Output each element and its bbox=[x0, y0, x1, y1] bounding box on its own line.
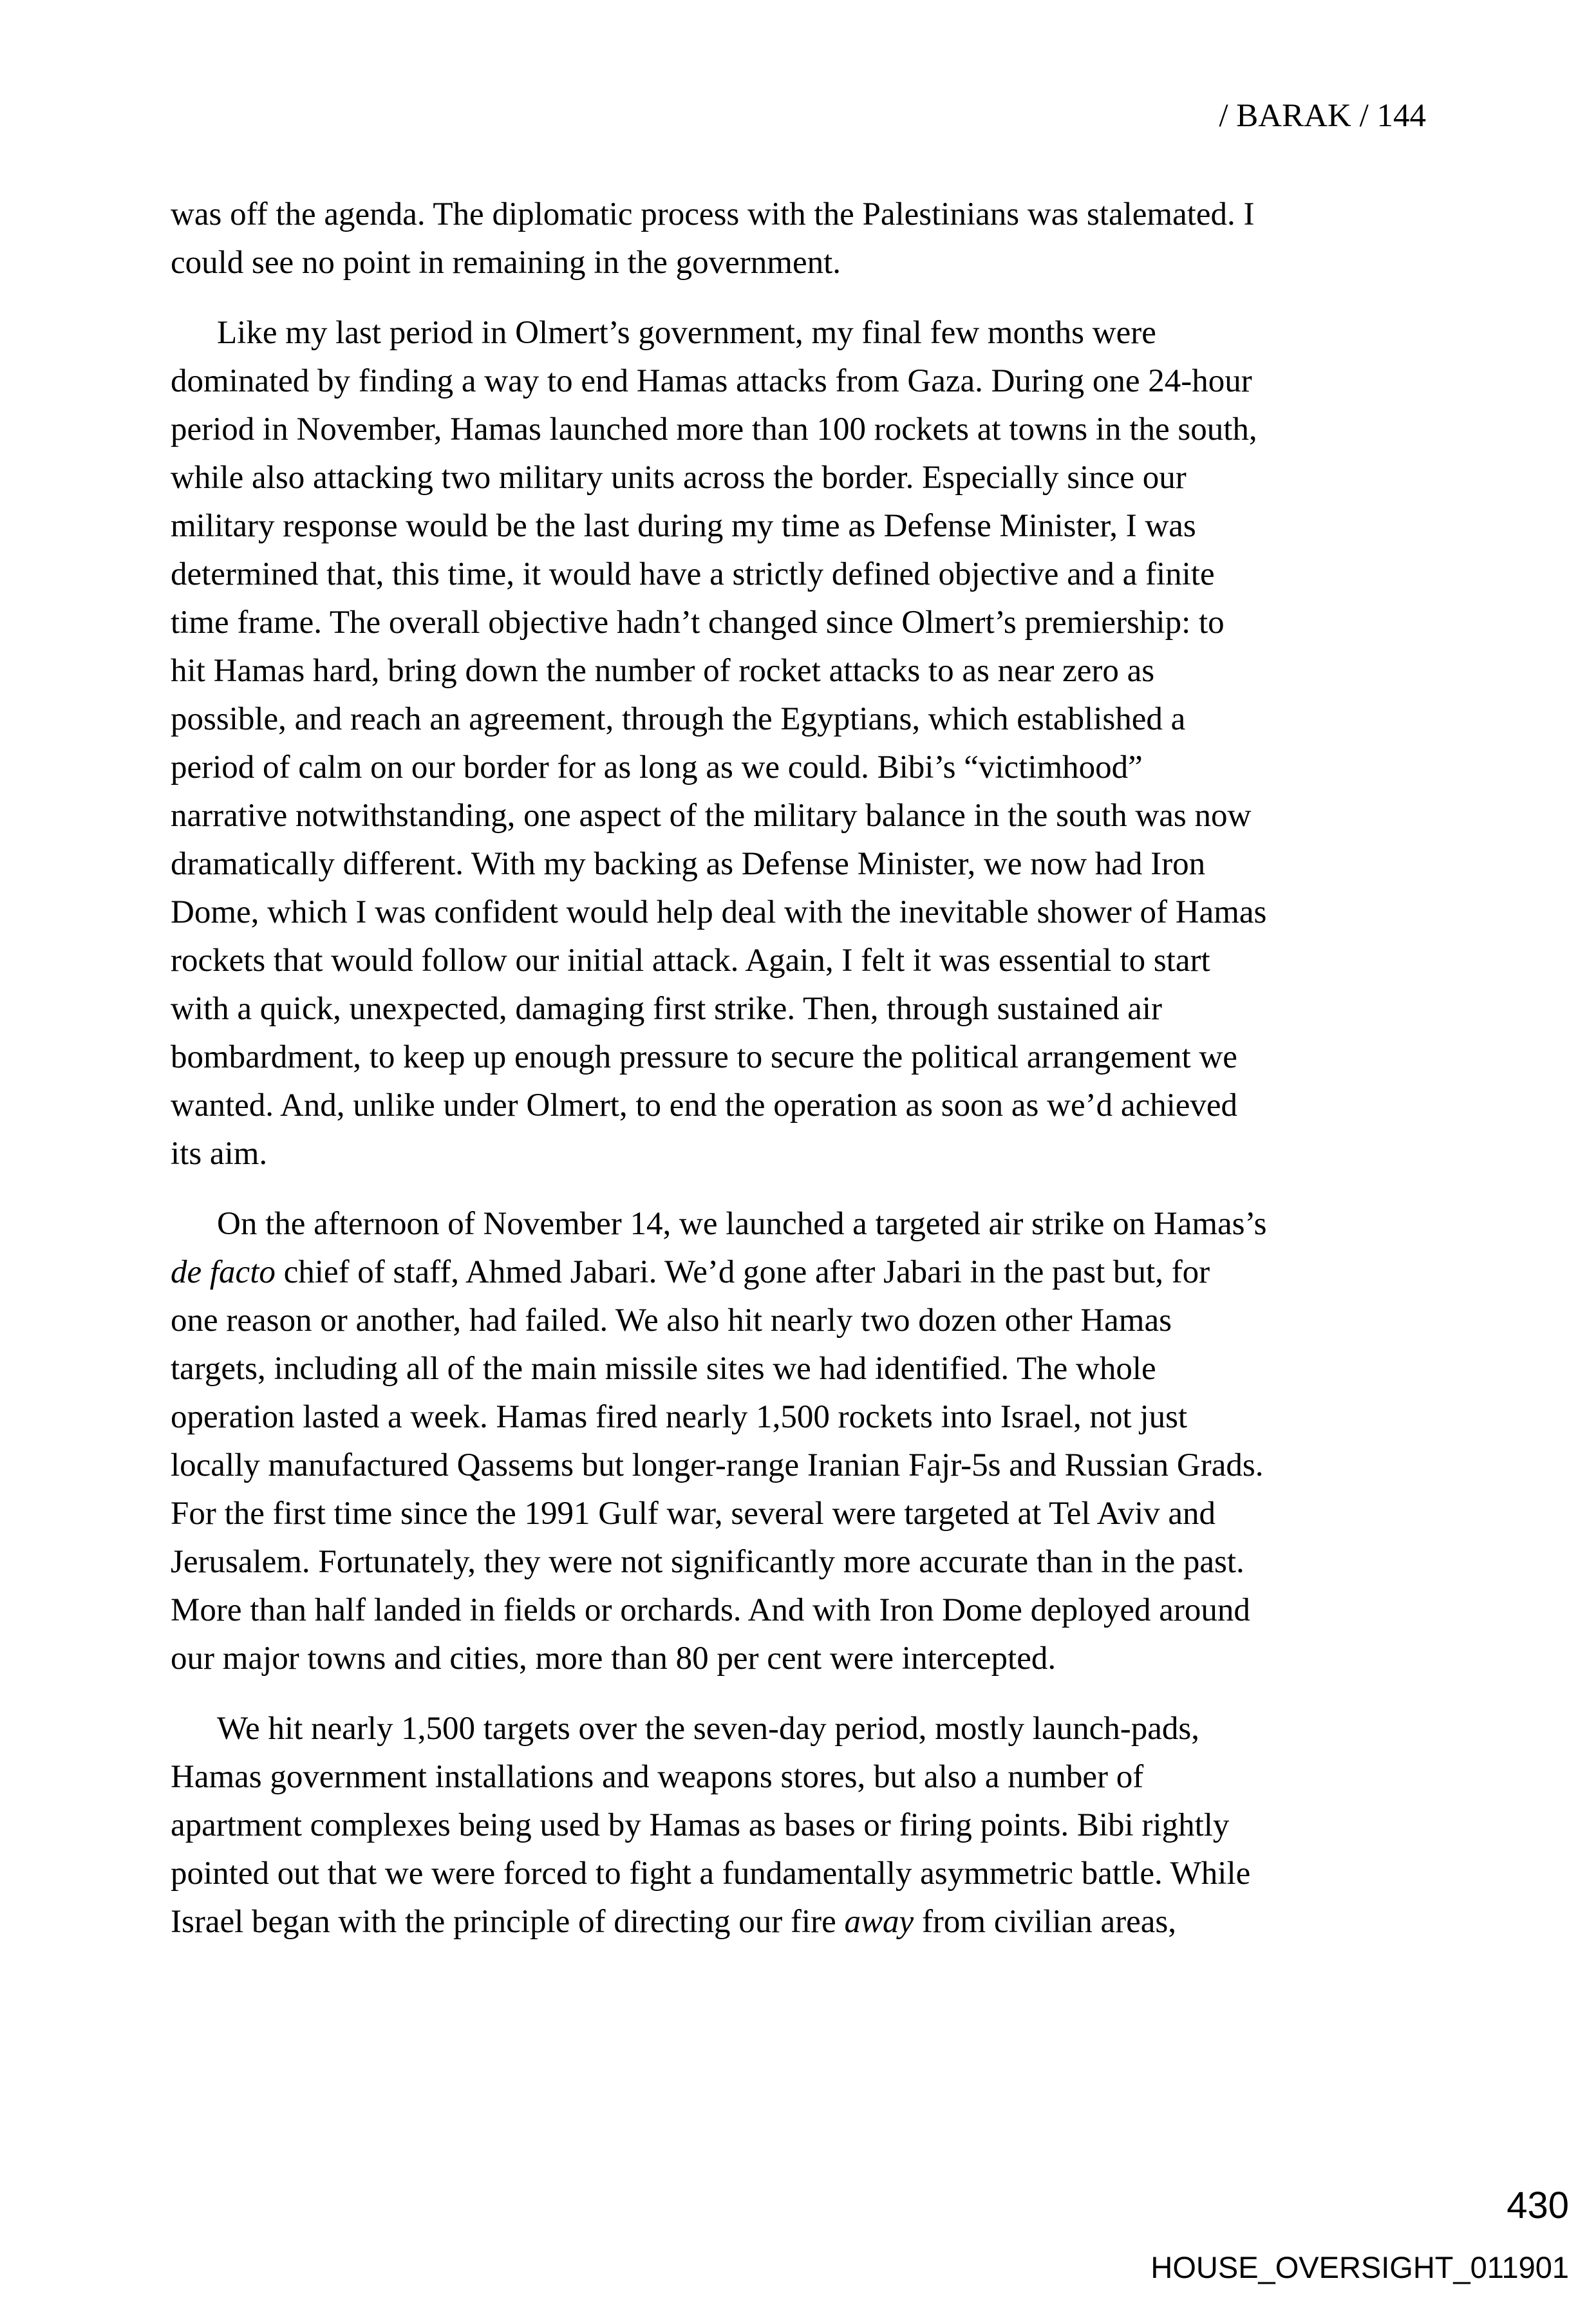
text-line bbox=[171, 695, 1442, 744]
text-line bbox=[171, 309, 1442, 357]
text-run: while also attacking two military units across the border. Especially since our bbox=[171, 460, 1187, 496]
text-line bbox=[171, 1538, 1442, 1586]
text-run: time frame. The overall objective hadn’t changed since Olmert’s premiership: to bbox=[171, 605, 1225, 641]
text-run: targets, including all of the main missile sites we had identified. The whole bbox=[171, 1351, 1156, 1387]
text-run-italic: away bbox=[844, 1904, 914, 1940]
text-run: On the afternoon of November 14, we launched a targeted air strike on Hamas’s bbox=[217, 1206, 1267, 1242]
bates-stamp: HOUSE_OVERSIGHT_011901 bbox=[1150, 2250, 1569, 2284]
text-run: with a quick, unexpected, damaging first strike. Then, through sustained air bbox=[171, 991, 1163, 1027]
text-run: We hit nearly 1,500 targets over the seven-day period, mostly launch-pads, bbox=[217, 1711, 1199, 1747]
page-number: 430 bbox=[1507, 2185, 1569, 2226]
text-line bbox=[171, 1130, 1442, 1178]
text-line bbox=[171, 550, 1442, 599]
text-run: Hamas government installations and weapons stores, but also a number of bbox=[171, 1759, 1144, 1795]
text-line bbox=[171, 1033, 1442, 1082]
text-run: More than half landed in fields or orchards. And with Iron Dome deployed around bbox=[171, 1592, 1250, 1628]
text-line bbox=[171, 744, 1442, 792]
text-line bbox=[171, 792, 1442, 840]
text-run: Jerusalem. Fortunately, they were not significantly more accurate than in the past. bbox=[171, 1544, 1244, 1580]
text-line bbox=[171, 937, 1442, 985]
text-run: pointed out that we were forced to fight a fundamentally asymmetric battle. While bbox=[171, 1856, 1251, 1892]
text-run: locally manufactured Qassems but longer-range Iranian Fajr-5s and Russian Grads. bbox=[171, 1447, 1264, 1483]
text-run: Like my last period in Olmert’s government, my final few months were bbox=[217, 315, 1156, 351]
text-line bbox=[171, 1082, 1442, 1130]
text-line bbox=[171, 191, 1442, 239]
page-header: / BARAK / 144 bbox=[1219, 98, 1426, 134]
text-line bbox=[171, 1297, 1442, 1345]
text-line bbox=[171, 1442, 1442, 1490]
text-line bbox=[171, 239, 1442, 287]
text-run: its aim. bbox=[171, 1136, 268, 1172]
text-run: wanted. And, unlike under Olmert, to end the operation as soon as we’d achieved bbox=[171, 1087, 1238, 1123]
text-run: hit Hamas hard, bring down the number of rocket attacks to as near zero as bbox=[171, 653, 1155, 689]
text-line bbox=[171, 1586, 1442, 1635]
text-run: determined that, this time, it would have a strictly defined objective and a finite bbox=[171, 556, 1215, 592]
text-run: dominated by finding a way to end Hamas attacks from Gaza. During one 24-hour bbox=[171, 363, 1252, 399]
text-run: rockets that would follow our initial attack. Again, I felt it was essential to start bbox=[171, 943, 1210, 979]
text-line bbox=[171, 502, 1442, 550]
text-run: Israel began with the principle of directing our fire bbox=[171, 1904, 845, 1940]
text-line bbox=[171, 1898, 1442, 1946]
text-run: dramatically different. With my backing as Defense Minister, we now had Iron bbox=[171, 846, 1206, 882]
text-line bbox=[171, 1850, 1442, 1898]
paragraph bbox=[171, 191, 1442, 287]
text-line bbox=[171, 1635, 1442, 1683]
text-run: apartment complexes being used by Hamas as bases or firing points. Bibi rightly bbox=[171, 1807, 1230, 1843]
text-line bbox=[171, 1248, 1442, 1297]
text-run: period of calm on our border for as long as we could. Bibi’s “victimhood” bbox=[171, 749, 1143, 785]
text-run: from civilian areas, bbox=[914, 1904, 1177, 1940]
text-line bbox=[171, 1200, 1442, 1248]
text-run: bombardment, to keep up enough pressure to secure the political arrangement we bbox=[171, 1039, 1237, 1075]
text-line bbox=[171, 454, 1442, 502]
text-run: one reason or another, had failed. We also hit nearly two dozen other Hamas bbox=[171, 1302, 1172, 1339]
text-run: military response would be the last during my time as Defense Minister, I was bbox=[171, 508, 1196, 544]
text-line bbox=[171, 599, 1442, 647]
text-line bbox=[171, 1345, 1442, 1393]
document-body bbox=[171, 191, 1442, 1946]
text-line bbox=[171, 1393, 1442, 1442]
text-run-italic: de facto bbox=[171, 1254, 276, 1290]
text-run: For the first time since the 1991 Gulf war, several were targeted at Tel Aviv and bbox=[171, 1496, 1216, 1532]
text-line bbox=[171, 1490, 1442, 1538]
text-run: Dome, which I was confident would help deal with the inevitable shower of Hamas bbox=[171, 894, 1267, 930]
text-line bbox=[171, 1705, 1442, 1753]
text-line bbox=[171, 357, 1442, 406]
paragraph bbox=[171, 309, 1442, 1178]
text-run: could see no point in remaining in the government. bbox=[171, 245, 841, 281]
text-run: chief of staff, Ahmed Jabari. We’d gone after Jabari in the past but, for bbox=[275, 1254, 1210, 1290]
text-run: period in November, Hamas launched more than 100 rockets at towns in the south, bbox=[171, 411, 1257, 447]
text-line bbox=[171, 1801, 1442, 1850]
text-line bbox=[171, 1753, 1442, 1801]
text-run: was off the agenda. The diplomatic process with the Palestinians was stalemated. I bbox=[171, 196, 1255, 232]
paragraph bbox=[171, 1705, 1442, 1946]
text-run: narrative notwithstanding, one aspect of the military balance in the south was now bbox=[171, 798, 1252, 834]
text-run: operation lasted a week. Hamas fired nearly 1,500 rockets into Israel, not just bbox=[171, 1399, 1188, 1435]
text-line bbox=[171, 406, 1442, 454]
text-run: our major towns and cities, more than 80 per cent were intercepted. bbox=[171, 1640, 1056, 1677]
text-line bbox=[171, 888, 1442, 937]
text-line bbox=[171, 647, 1442, 695]
text-line bbox=[171, 985, 1442, 1033]
text-line bbox=[171, 840, 1442, 888]
paragraph bbox=[171, 1200, 1442, 1683]
text-run: possible, and reach an agreement, through the Egyptians, which established a bbox=[171, 701, 1186, 737]
